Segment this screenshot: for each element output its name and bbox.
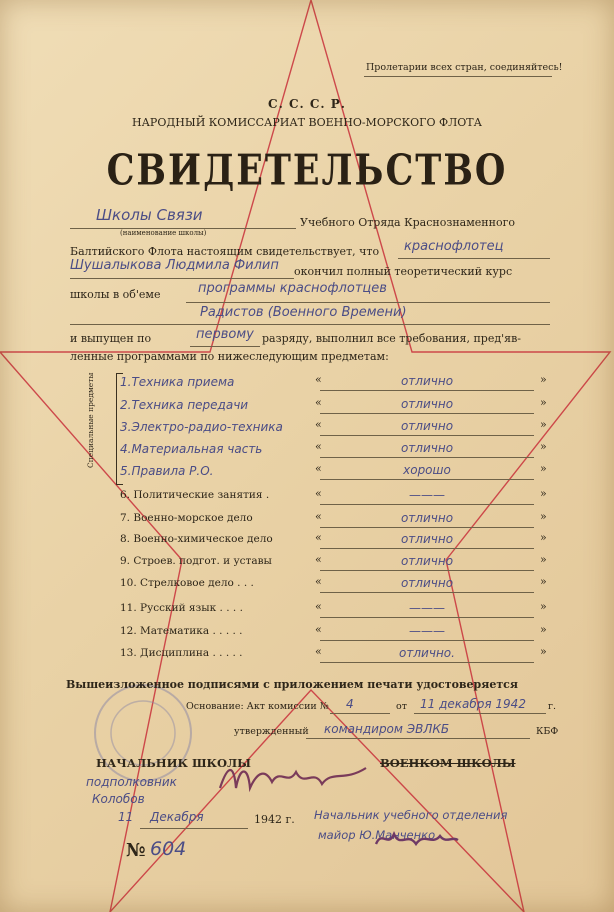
- close-quote: »: [540, 510, 547, 523]
- open-quote: «: [315, 418, 322, 431]
- subject-row: [120, 373, 560, 393]
- subject-name: 8. Военно-химическое дело: [120, 533, 273, 545]
- commissariat-header: НАРОДНЫЙ КОМИССАРИАТ ВОЕННО-МОРСКОГО ФЛОТА: [132, 116, 482, 129]
- close-quote: »: [540, 462, 547, 475]
- date-year: 1942 г.: [254, 813, 295, 826]
- subject-row: [120, 510, 560, 530]
- subject-row: [120, 575, 560, 595]
- line2-text: Балтийского Флота настоящим свидетельствует, что: [70, 245, 380, 258]
- subject-row: [120, 396, 560, 416]
- close-quote: »: [540, 553, 547, 566]
- subject-grade: отлично.: [399, 646, 455, 660]
- date-month: Декабря: [150, 810, 204, 824]
- subject-grade: отлично: [400, 441, 454, 455]
- subject-row: [120, 623, 560, 643]
- number-label: №: [126, 840, 146, 861]
- close-quote: »: [540, 440, 547, 453]
- approved-prefix: утвержденный: [234, 726, 309, 737]
- subject-name: 12. Математика . . . . .: [120, 625, 243, 637]
- line1-rest: Учебного Отряда Краснознаменного: [300, 216, 515, 229]
- school-caption: (наименование школы): [120, 229, 207, 237]
- subject-name: 9. Строев. подгот. и уставы: [120, 555, 272, 567]
- subject-row: [120, 418, 560, 438]
- close-quote: »: [540, 575, 547, 588]
- date-day: 11: [118, 810, 134, 824]
- subject-grade: ———: [409, 624, 445, 638]
- approved-by: командиром ЭВЛКБ: [324, 722, 450, 736]
- subject-row: [120, 487, 560, 507]
- close-quote: »: [540, 396, 547, 409]
- open-quote: «: [315, 462, 322, 475]
- close-quote: »: [540, 487, 547, 500]
- head-label: НАЧАЛЬНИК ШКОЛЫ: [96, 756, 252, 770]
- round-stamp: [88, 678, 198, 788]
- subject-row: [120, 600, 560, 620]
- right-name: майор Ю.Манченко: [318, 828, 436, 842]
- open-quote: «: [315, 623, 322, 636]
- voenkom-label: ВОЕНКОМ ШКОЛЫ: [380, 756, 516, 770]
- rank: краснофлотец: [404, 239, 504, 254]
- subject-row: [120, 531, 560, 551]
- line6-prefix: и выпущен по: [70, 332, 152, 345]
- subject-grade: отлично: [400, 576, 454, 590]
- line3-rest: окончил полный теоретический курс: [294, 265, 513, 278]
- close-quote: »: [540, 623, 547, 636]
- line4-text: школы в об'еме: [70, 288, 161, 301]
- act-from: от: [396, 701, 407, 712]
- open-quote: «: [315, 373, 322, 386]
- subject-name: 3.Электро-радио-техника: [120, 420, 283, 434]
- kbf-label: КБФ: [536, 726, 559, 737]
- person-name: Шушалыкова Людмила Филип: [70, 258, 279, 273]
- certify-text: Вышеизложенное подписями с приложением печати удостоверяется: [66, 678, 518, 691]
- subject-name: 7. Военно-морское дело: [120, 512, 253, 524]
- year-suffix: г.: [548, 701, 556, 712]
- special-subjects-label: Специальные предметы: [86, 372, 95, 468]
- close-quote: »: [540, 373, 547, 386]
- line6-rest: разряду, выполнил все требования, пред'яв-: [262, 332, 521, 345]
- head-signature: [214, 758, 374, 798]
- open-quote: «: [315, 396, 322, 409]
- subject-name: 10. Стрелковое дело . . .: [120, 577, 254, 589]
- head-rank: подполковник: [86, 775, 177, 789]
- open-quote: «: [315, 645, 322, 658]
- act-number: 4: [346, 697, 354, 711]
- subject-name: 1.Техника приема: [120, 375, 235, 389]
- close-quote: »: [540, 531, 547, 544]
- school-name: Школы Связи: [96, 206, 203, 224]
- document-title: СВИДЕТЕЛЬСТВО: [106, 145, 508, 196]
- program-line-2: Радистов (Военного Времени): [200, 305, 407, 320]
- close-quote: »: [540, 418, 547, 431]
- subject-row: [120, 440, 560, 460]
- subject-grade: отлично: [400, 532, 454, 546]
- basis-prefix: Основание: Акт комиссии №: [186, 701, 329, 712]
- subject-grade: отлично: [400, 511, 454, 525]
- subject-grade: хорошо: [403, 463, 451, 477]
- close-quote: »: [540, 645, 547, 658]
- open-quote: «: [315, 487, 322, 500]
- open-quote: «: [315, 600, 322, 613]
- subject-row: [120, 553, 560, 573]
- subject-name: 11. Русский язык . . . .: [120, 602, 243, 614]
- open-quote: «: [315, 553, 322, 566]
- subject-grade: отлично: [400, 419, 454, 433]
- subject-name: 6. Политические занятия .: [120, 489, 270, 501]
- subject-grade: ———: [409, 488, 445, 502]
- subject-row: [120, 462, 560, 482]
- subject-grade: отлично: [400, 397, 454, 411]
- program-line-1: программы краснофлотцев: [198, 281, 387, 296]
- close-quote: »: [540, 600, 547, 613]
- open-quote: «: [315, 510, 322, 523]
- subject-grade: отлично: [400, 374, 454, 388]
- subject-name: 2.Техника передачи: [120, 398, 249, 412]
- open-quote: «: [315, 440, 322, 453]
- number-value: 604: [150, 838, 187, 860]
- grade-level: первому: [196, 327, 254, 342]
- open-quote: «: [315, 531, 322, 544]
- country-header: С. С. С. Р.: [268, 97, 346, 111]
- right-title: Начальник учебного отделения: [314, 808, 508, 822]
- subject-grade: ———: [409, 601, 445, 615]
- subject-grade: отлично: [400, 554, 454, 568]
- open-quote: «: [315, 575, 322, 588]
- head-name: Колобов: [92, 792, 145, 806]
- subject-name: 13. Дисциплина . . . . .: [120, 647, 243, 659]
- subject-name: 5.Правила Р.О.: [120, 464, 214, 478]
- act-date: 11 декабря 1942: [420, 697, 526, 711]
- right-signature: [372, 826, 462, 852]
- line7: ленные программами по нижеследующим предметам:: [70, 350, 389, 363]
- motto: Пролетарии всех стран, соединяйтесь!: [366, 62, 563, 73]
- subject-name: 4.Материальная часть: [120, 442, 263, 456]
- subject-row: [120, 645, 560, 665]
